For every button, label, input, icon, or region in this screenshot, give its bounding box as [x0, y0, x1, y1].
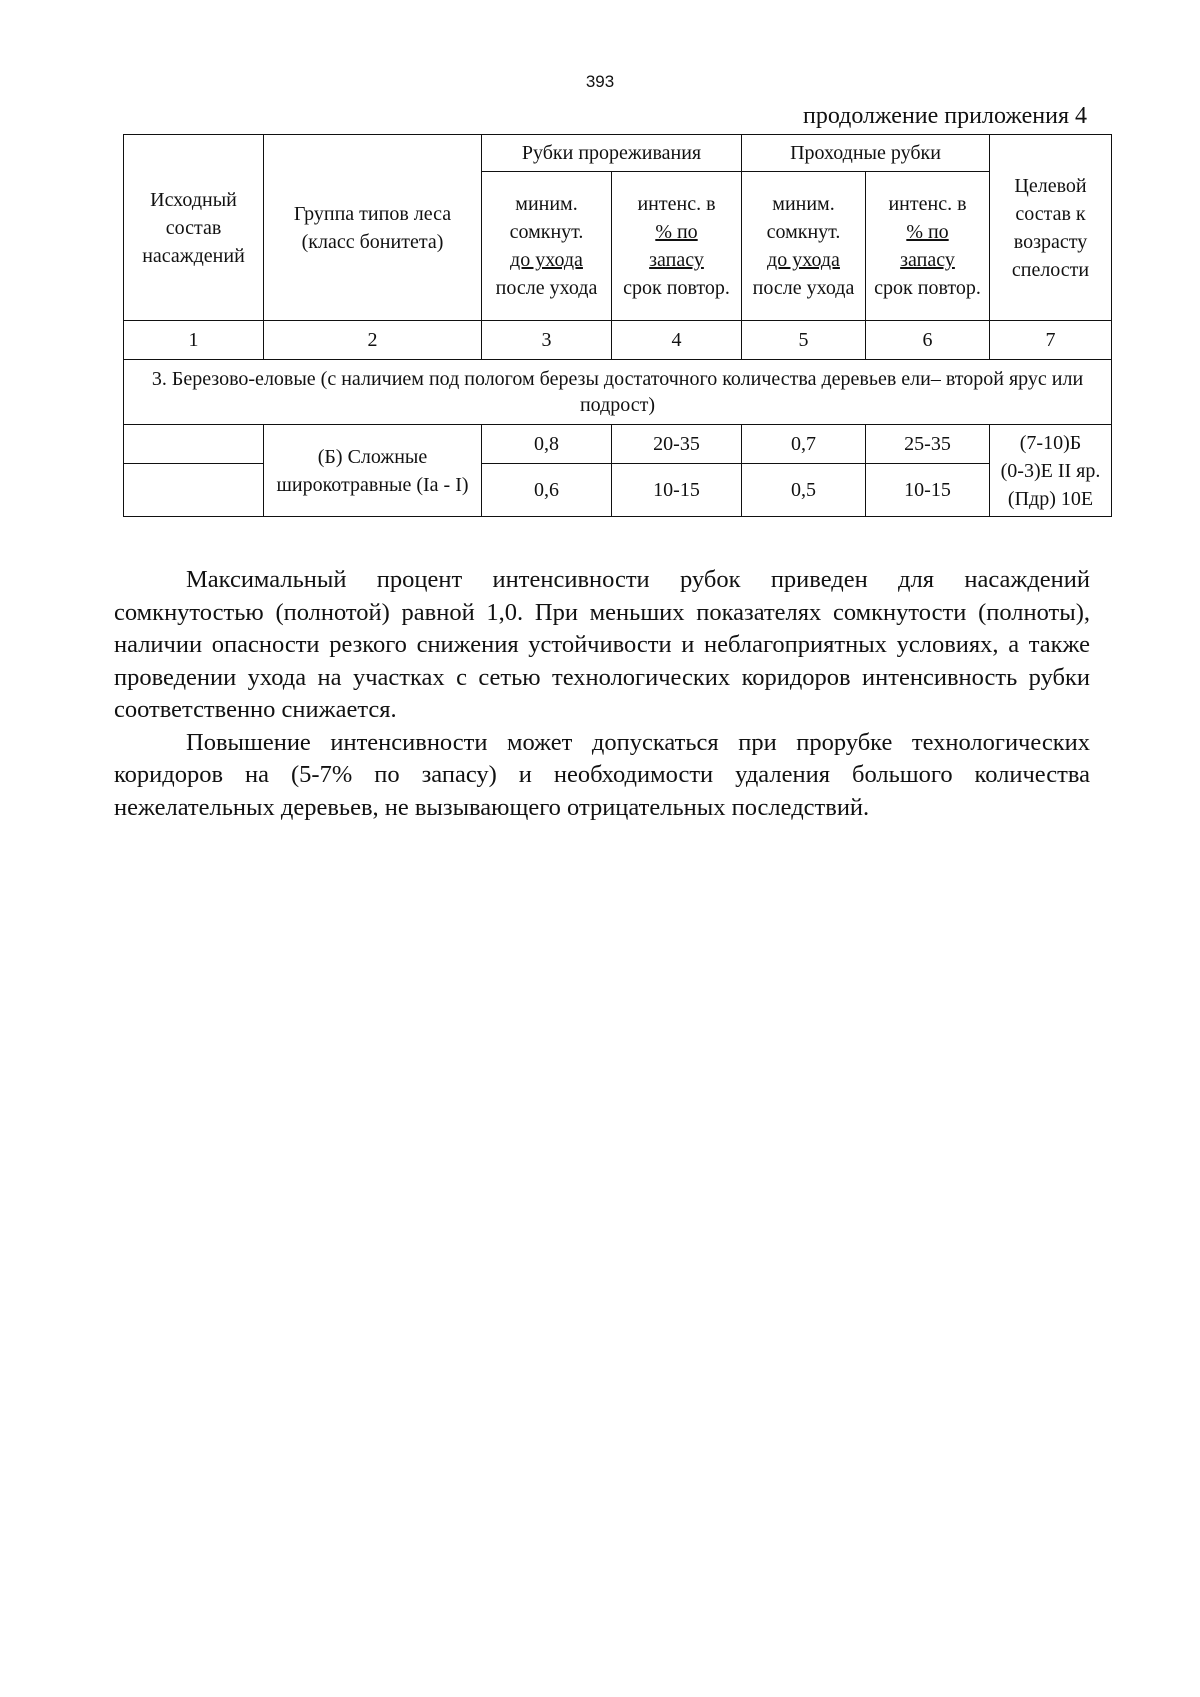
- column-number: 6: [866, 321, 990, 360]
- initial-composition-cell: [124, 425, 264, 464]
- target-composition-cell: [990, 425, 1112, 517]
- header-min-density-top: миним. сомкнут.: [766, 193, 841, 243]
- header-min-density-before: до ухода: [767, 249, 840, 271]
- header-intensity-repeat: срок повтор.: [874, 277, 981, 299]
- target-composition-line: (0-3)Е II яр.: [1000, 459, 1101, 482]
- header-passage-intensity: [866, 172, 990, 321]
- passage-intensity-cell: 10-15: [866, 464, 990, 517]
- header-intensity-percent: % по: [906, 221, 949, 243]
- paragraph-increased-intensity: Повышение интенсивности может допускаться при прорубке технологических коридоров на (5-7% по запасу) и необходимости удаления большого количества нежелательных деревьев, не вызывающего отрицательных последствий.: [114, 728, 1090, 821]
- header-intensity-top: интенс. в: [888, 193, 967, 215]
- column-number: 3: [482, 321, 612, 360]
- header-intensity-top: интенс. в: [637, 193, 716, 215]
- section-title: 3. Березово-еловые (с наличием под пологом березы достаточного количества деревьев ели– второй ярус или подрост): [124, 360, 1112, 425]
- initial-composition-cell: [124, 464, 264, 517]
- header-min-density-after: после ухода: [495, 277, 598, 299]
- table-row: [124, 425, 1112, 464]
- header-min-density-after: после ухода: [752, 277, 855, 299]
- header-thinning-intensity: [612, 172, 742, 321]
- paragraph-max-intensity: Максимальный процент интенсивности рубок приведен для насаждений сомкнутостью (полнотой) равной 1,0. При меньших показателях сомкнутости (полноты), наличии опасности резкого снижения устойчивости и неблагоприятных условиях, а также проведении ухода на участках с сетью технологических коридоров интенсивность рубки соответственно снижается.: [114, 566, 1090, 723]
- header-thinning-min-density: [482, 172, 612, 321]
- target-composition-line: (7-10)Б: [1019, 431, 1082, 454]
- header-min-density-before: до ухода: [510, 249, 583, 271]
- section-header-row: [124, 360, 1112, 425]
- header-intensity-repeat: срок повтор.: [623, 277, 730, 299]
- thinning-intensity-cell: 20-35: [612, 425, 742, 464]
- header-thinning-group: Рубки прореживания: [482, 135, 742, 172]
- header-intensity-stock: запасу: [900, 249, 955, 271]
- column-number: 2: [264, 321, 482, 360]
- column-number: 7: [990, 321, 1112, 360]
- header-target-composition: Целевой состав к возрасту спелости: [990, 135, 1112, 321]
- passage-min-density-cell: 0,7: [742, 425, 866, 464]
- thinning-intensity-cell: 10-15: [612, 464, 742, 517]
- header-row-groups: [124, 135, 1112, 172]
- header-intensity-stock: запасу: [649, 249, 704, 271]
- forest-type-group-cell: (Б) Сложные широкотравные (Iа - I): [264, 425, 482, 517]
- column-number: 5: [742, 321, 866, 360]
- header-min-density-top: миним. сомкнут.: [509, 193, 584, 243]
- column-number: 1: [124, 321, 264, 360]
- column-number-row: [124, 321, 1112, 360]
- thinning-min-density-cell: 0,8: [482, 425, 612, 464]
- header-forest-type-group: Группа типов леса (класс бонитета): [264, 135, 482, 321]
- header-passage-min-density: [742, 172, 866, 321]
- column-number: 4: [612, 321, 742, 360]
- thinning-min-density-cell: 0,6: [482, 464, 612, 517]
- passage-intensity-cell: 25-35: [866, 425, 990, 464]
- appendix-continuation-label: продолжение приложения 4: [803, 103, 1087, 129]
- target-composition-line: (Пдр) 10Е: [1007, 487, 1094, 510]
- page-number: 393: [585, 72, 615, 91]
- appendix-table: [123, 134, 1112, 517]
- body-text: [114, 564, 1090, 824]
- header-intensity-percent: % по: [655, 221, 698, 243]
- passage-min-density-cell: 0,5: [742, 464, 866, 517]
- header-passage-cutting-group: Проходные рубки: [742, 135, 990, 172]
- header-initial-composition: Исходный состав насаждений: [124, 135, 264, 321]
